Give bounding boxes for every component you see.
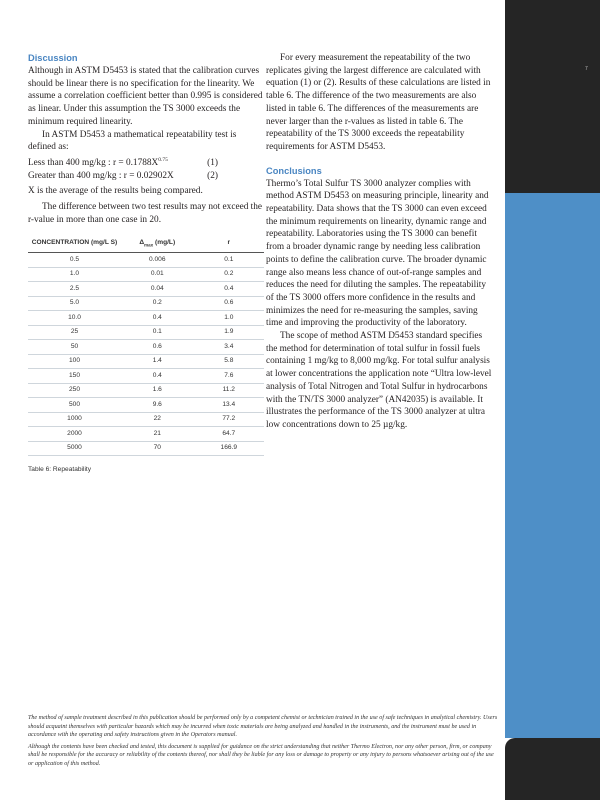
disclaimer-paragraph-1: The method of sample treatment described in this publication should be performed only by a competent chemist or technician trained in the use of safe techniques in analytical chemistry. Users should acquaint themselves with particular hazards which may be incurred when toxic materials are being analyzed and handled in the instruments, and the instrument must be used in accordance with the operating and safety instructions given in the Operators manual. <box>28 715 498 738</box>
equation-2-text: Greater than 400 mg/kg : r = 0.02902X <box>28 170 174 181</box>
repeatability-table <box>28 236 264 456</box>
cell-r: 1.9 <box>194 325 264 340</box>
cell-r: 0.2 <box>194 267 264 282</box>
table-header-row <box>28 236 264 252</box>
cell-delta-max: 9.6 <box>121 398 194 413</box>
table-row <box>28 427 264 442</box>
table-row <box>28 441 264 456</box>
equation-1-number: (1) <box>207 157 218 168</box>
cell-concentration: 5000 <box>28 441 121 456</box>
conclusions-paragraph-2: The scope of method ASTM D5453 standard specifies the method for determination of total sulfur in fossil fuels containing 1 mg/kg to 8,000 mg/kg. For total sulfur analysis at lower concentrations the application note “Ultra low-level analysis of Total Nitrogen and Total Sulfur in hydrocarbons with the TN/TS 3000 analyzer” (AN42035) is available. It illustrates the performance of the TS 3000 analyzer at ultra low concentrations down to 25 µg/kg. <box>266 331 492 430</box>
cell-r: 77.2 <box>194 412 264 427</box>
table-body <box>28 253 264 456</box>
equation-2-number: (2) <box>207 170 218 181</box>
cell-concentration: 250 <box>28 383 121 398</box>
table-row <box>28 282 264 297</box>
disclaimer-paragraph-2: Although the contents have been checked and tested, this document is supplied for guidance on the strict understanding that neither Thermo Electron, nor any other person, firm, or company shall be responsible for the accuracy or reliability of the contents thereof, nor shall they be liable for any loss or damage to property or any injury to persons whatsoever arising out of the use or application of this method. <box>28 743 494 767</box>
cell-concentration: 5.0 <box>28 296 121 311</box>
cell-delta-max: 0.4 <box>121 311 194 326</box>
repeatability-paragraph: For every measurement the repeatability of the two replicates giving the largest difference are calculated with equation (1) or (2). Results of these calculations are listed in table 6. The difference of the two measurements are also listed in table 6. The differences of the measurements are never larger than the r-values as listed in table 6. The repeatability of the TS 3000 exceeds the repeatability requirements for ASTM D5453. <box>266 53 491 152</box>
cell-delta-max: 0.2 <box>121 296 194 311</box>
equation-1-exponent: 0.75 <box>158 156 168 163</box>
conclusions-heading: Conclusions <box>266 165 322 176</box>
cell-delta-max: 1.6 <box>121 383 194 398</box>
cell-r: 11.2 <box>194 383 264 398</box>
cell-concentration: 25 <box>28 325 121 340</box>
column-header-delta-max <box>121 236 194 252</box>
discussion-paragraph-2: In ASTM D5453 a mathematical repeatability test is defined as: <box>28 129 237 153</box>
table-caption: Table 6: Repeatability <box>28 466 92 474</box>
sidebar-dark-top-block <box>505 0 600 193</box>
cell-delta-max: 0.04 <box>121 282 194 297</box>
table-row <box>28 412 264 427</box>
table-row <box>28 398 264 413</box>
cell-r: 0.1 <box>194 253 264 268</box>
sidebar-dark-bottom-block <box>505 738 600 800</box>
cell-concentration: 2.5 <box>28 282 121 297</box>
discussion-heading: Discussion <box>28 53 78 63</box>
discussion-paragraph-1: Although in ASTM D5453 is stated that the calibration curves should be linear there is no specification for the linearity. We assume a correlation coefficient better than 0.995 is considered as linear. Under this assumption the TS 3000 exceeds the minimum required linearity. <box>28 66 263 127</box>
cell-r: 166.9 <box>194 441 264 456</box>
table-row <box>28 383 264 398</box>
cell-concentration: 0.5 <box>28 253 121 268</box>
cell-concentration: 100 <box>28 354 121 369</box>
equation-2 <box>28 170 218 183</box>
cell-concentration: 10.0 <box>28 311 121 326</box>
table-row <box>28 354 264 369</box>
cell-concentration: 2000 <box>28 427 121 442</box>
delta-unit: (mg/L) <box>153 239 176 247</box>
cell-delta-max: 0.6 <box>121 340 194 355</box>
table-row <box>28 340 264 355</box>
cell-delta-max: 0.006 <box>121 253 194 268</box>
table-row <box>28 369 264 384</box>
left-column <box>28 52 264 477</box>
cell-delta-max: 1.4 <box>121 354 194 369</box>
equation-1 <box>28 157 218 170</box>
cell-concentration: 1.0 <box>28 267 121 282</box>
cell-r: 0.6 <box>194 296 264 311</box>
cell-delta-max: 0.4 <box>121 369 194 384</box>
table-row <box>28 311 264 326</box>
cell-concentration: 1000 <box>28 412 121 427</box>
delta-symbol: Δ <box>139 239 145 247</box>
delta-subscript: max <box>144 242 154 248</box>
page-number: 7 <box>585 66 588 72</box>
equation-1-text: Less than 400 mg/kg : r = 0.1788X <box>28 157 159 168</box>
right-column <box>266 52 493 432</box>
cell-delta-max: 22 <box>121 412 194 427</box>
cell-r: 13.4 <box>194 398 264 413</box>
cell-r: 64.7 <box>194 427 264 442</box>
cell-r: 3.4 <box>194 340 264 355</box>
table-row <box>28 267 264 282</box>
sidebar-blue-block <box>505 193 600 738</box>
cell-delta-max: 0.01 <box>121 267 194 282</box>
cell-concentration: 50 <box>28 340 121 355</box>
discussion-paragraph-3: X is the average of the results being compared. <box>28 186 203 197</box>
cell-r: 0.4 <box>194 282 264 297</box>
column-header-concentration: CONCENTRATION (mg/L S) <box>28 236 121 252</box>
table-row <box>28 296 264 311</box>
table-row <box>28 253 264 268</box>
disclaimer-footer <box>28 714 498 768</box>
cell-r: 1.0 <box>194 311 264 326</box>
cell-delta-max: 0.1 <box>121 325 194 340</box>
cell-r: 5.8 <box>194 354 264 369</box>
table-row <box>28 325 264 340</box>
cell-delta-max: 70 <box>121 441 194 456</box>
cell-concentration: 500 <box>28 398 121 413</box>
conclusions-paragraph-1: Thermo’s Total Sulfur TS 3000 analyzer complies with method ASTM D5453 on measuring principle, linearity and repeatability. Data shows that the TS 3000 can even exceed the minimum requirements on linearity, dynamic range and repeatability. Laboratories using the TS 3000 can benefit from a broader dynamic range by needing less calibration points to define the calibration curve. The broader dynamic range also means less chance of out-of-range samples and reduces the need for diluting the samples. The repeatability of the TS 3000 offers more confidence in the results and minimizes the need for re-measuring the samples, saving time and improving the productivity of the laboratory. <box>266 178 489 329</box>
decorative-sidebar <box>505 0 600 800</box>
cell-concentration: 150 <box>28 369 121 384</box>
discussion-paragraph-4: The difference between two test results may not exceed the r-value in more than one case in 20. <box>28 202 263 225</box>
cell-r: 7.6 <box>194 369 264 384</box>
column-header-r: r <box>194 236 264 252</box>
cell-delta-max: 21 <box>121 427 194 442</box>
